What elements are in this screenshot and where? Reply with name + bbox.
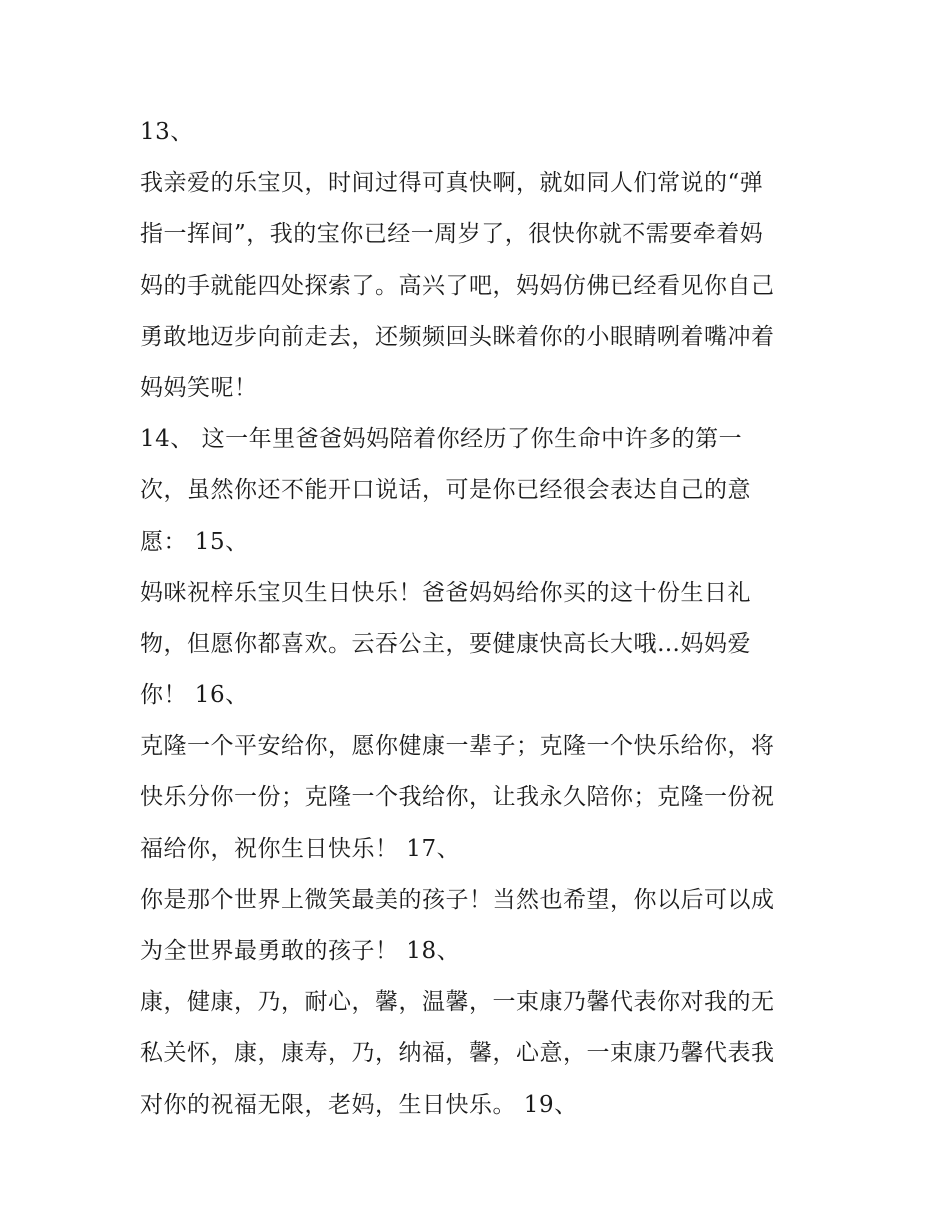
text-line: 愿： 15、 xyxy=(140,528,249,555)
text-line: 勇敢地迈步向前走去，还频频回头眯着你的小眼睛咧着嘴冲着 xyxy=(140,323,775,350)
document-body xyxy=(140,107,830,1131)
text-line: 妈咪祝梓乐宝贝生日快乐！爸爸妈妈给你买的这十份生日礼 xyxy=(140,579,751,606)
text-line: 私关怀，康，康寿，乃，纳福，馨，心意，一束康乃馨代表我 xyxy=(140,1040,775,1067)
text-line: 为全世界最勇敢的孩子！ 18、 xyxy=(140,938,461,964)
text-line: 指一挥间”，我的宝你已经一周岁了，很快你就不需要牵着妈 xyxy=(140,221,764,248)
text-line: 14、 这一年里爸爸妈妈陪着你经历了你生命中许多的第一 xyxy=(140,426,743,453)
text-line: 13、 xyxy=(140,119,194,145)
text-line: 康，健康，乃，耐心，馨，温馨，一束康乃馨代表你对我的无 xyxy=(140,989,775,1016)
text-line: 福给你，祝你生日快乐！ 17、 xyxy=(140,835,461,862)
text-line: 妈妈笑呢！ xyxy=(140,374,258,401)
text-line: 物，但愿你都喜欢。云吞公主，要健康快高长大哦…妈妈爱 xyxy=(140,630,751,657)
text-line: 对你的祝福无限，老妈，生日快乐。 19、 xyxy=(140,1091,578,1118)
text-line: 快乐分你一份；克隆一个我给你，让我永久陪你；克隆一份祝 xyxy=(140,784,775,811)
text-line: 我亲爱的乐宝贝，时间过得可真快啊，就如同人们常说的“弹 xyxy=(140,170,764,197)
text-line: 次，虽然你还不能开口说话，可是你已经很会表达自己的意 xyxy=(140,477,751,504)
text-line: 你！ 16、 xyxy=(140,682,249,709)
text-line: 你是那个世界上微笑最美的孩子！当然也希望，你以后可以成 xyxy=(140,886,775,913)
text-line: 克隆一个平安给你，愿你健康一辈子；克隆一个快乐给你，将 xyxy=(140,733,775,760)
text-line: 妈的手就能四处探索了。高兴了吧，妈妈仿佛已经看见你自己 xyxy=(140,272,775,299)
